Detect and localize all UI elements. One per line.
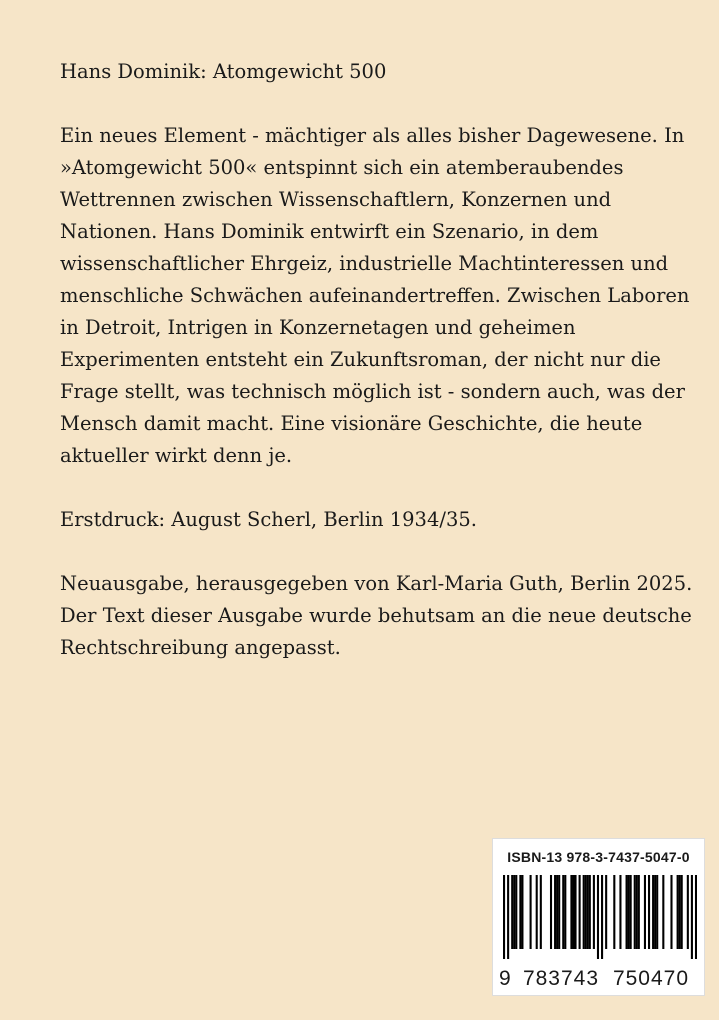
barcode-bar — [564, 875, 566, 949]
barcode-bar — [662, 875, 664, 949]
barcode-bar — [570, 875, 572, 949]
barcode-bar — [550, 875, 552, 949]
barcode-bar — [511, 875, 513, 949]
barcode-bar — [644, 875, 646, 949]
barcode-bar — [579, 875, 581, 949]
barcode-bar — [619, 875, 621, 949]
barcode-bar — [585, 875, 587, 949]
barcode-bar — [670, 875, 672, 949]
barcode-bar — [601, 875, 603, 959]
barcode-bar — [554, 875, 556, 949]
barcode-bar — [536, 875, 538, 949]
barcode-bar — [613, 875, 615, 949]
ean-left-digits: 783743 — [522, 967, 600, 990]
back-cover-text — [60, 56, 700, 664]
barcode-bar — [530, 875, 532, 949]
book-blurb: Ein neues Element - mächtiger als alles bisher Dagewesene. In »Atomgewicht 500« entspinnt sich ein atemberaubendes Wettrennen zwischen Wissenschaftlern, Konzernen und Nationen. Hans Dominik entwirft ein Szenario, in dem wissenschaftlicher Ehrgeiz, industrielle Machtinteressen und menschliche Schwächen aufeinandertreffen. Zwischen Laboren in Detroit, Intrigen in Konzernetagen und geheimen Experimenten entsteht ein Zukunftsroman, der nicht nur die Frage stellt, was technisch möglich ist - sondern auch, was der Mensch damit macht. Eine visionäre Geschichte, die heute aktueller wirkt denn je. — [60, 124, 690, 467]
barcode-bar — [574, 875, 576, 949]
barcode-bar — [597, 875, 599, 959]
barcode-bar — [630, 875, 632, 949]
barcode-bar — [589, 875, 591, 949]
barcode-bar — [587, 875, 589, 949]
barcode-bar — [572, 875, 574, 949]
barcode-bar — [540, 875, 542, 949]
isbn-barcode — [492, 838, 705, 996]
barcode-bar — [677, 875, 679, 949]
barcode-bar — [521, 875, 523, 949]
barcode-bar — [652, 875, 654, 949]
barcode-bar — [556, 875, 558, 949]
barcode-bar — [687, 875, 689, 949]
barcode-bar — [593, 875, 595, 949]
barcode-bar — [519, 875, 521, 949]
barcode-bar — [679, 875, 681, 949]
barcode-bar — [695, 875, 697, 959]
barcode-bar — [503, 875, 505, 959]
barcode-bar — [583, 875, 585, 949]
barcode-bar — [558, 875, 560, 949]
barcode-bar — [507, 875, 509, 959]
barcode-bar — [648, 875, 650, 949]
ean-right-digits: 750470 — [612, 967, 690, 990]
barcode-bar — [513, 875, 515, 949]
edition-note: Neuausgabe, herausgegeben von Karl-Maria Guth, Berlin 2025. Der Text dieser Ausgabe wurde behutsam an die neue deutsche Rechtschreibung angepasst. — [60, 572, 693, 659]
barcode-bars — [503, 875, 697, 959]
barcode-bar — [656, 875, 658, 949]
barcode-bar — [634, 875, 636, 949]
barcode-bar — [654, 875, 656, 949]
barcode-bar — [515, 875, 517, 949]
book-title: Hans Dominik: Atomgewicht 500 — [60, 60, 387, 83]
barcode-bar — [626, 875, 628, 949]
barcode-bar — [562, 875, 564, 949]
barcode-bar — [628, 875, 630, 949]
ean-lead-digit: 9 — [499, 967, 511, 990]
barcode-bar — [681, 875, 683, 949]
first-print-note: Erstdruck: August Scherl, Berlin 1934/35. — [60, 508, 477, 531]
barcode-bar — [691, 875, 693, 959]
isbn-label: ISBN-13 978-3-7437-5047-0 — [507, 849, 690, 865]
barcode-bar — [605, 875, 607, 949]
barcode-bar — [638, 875, 640, 949]
barcode-bar — [636, 875, 638, 949]
